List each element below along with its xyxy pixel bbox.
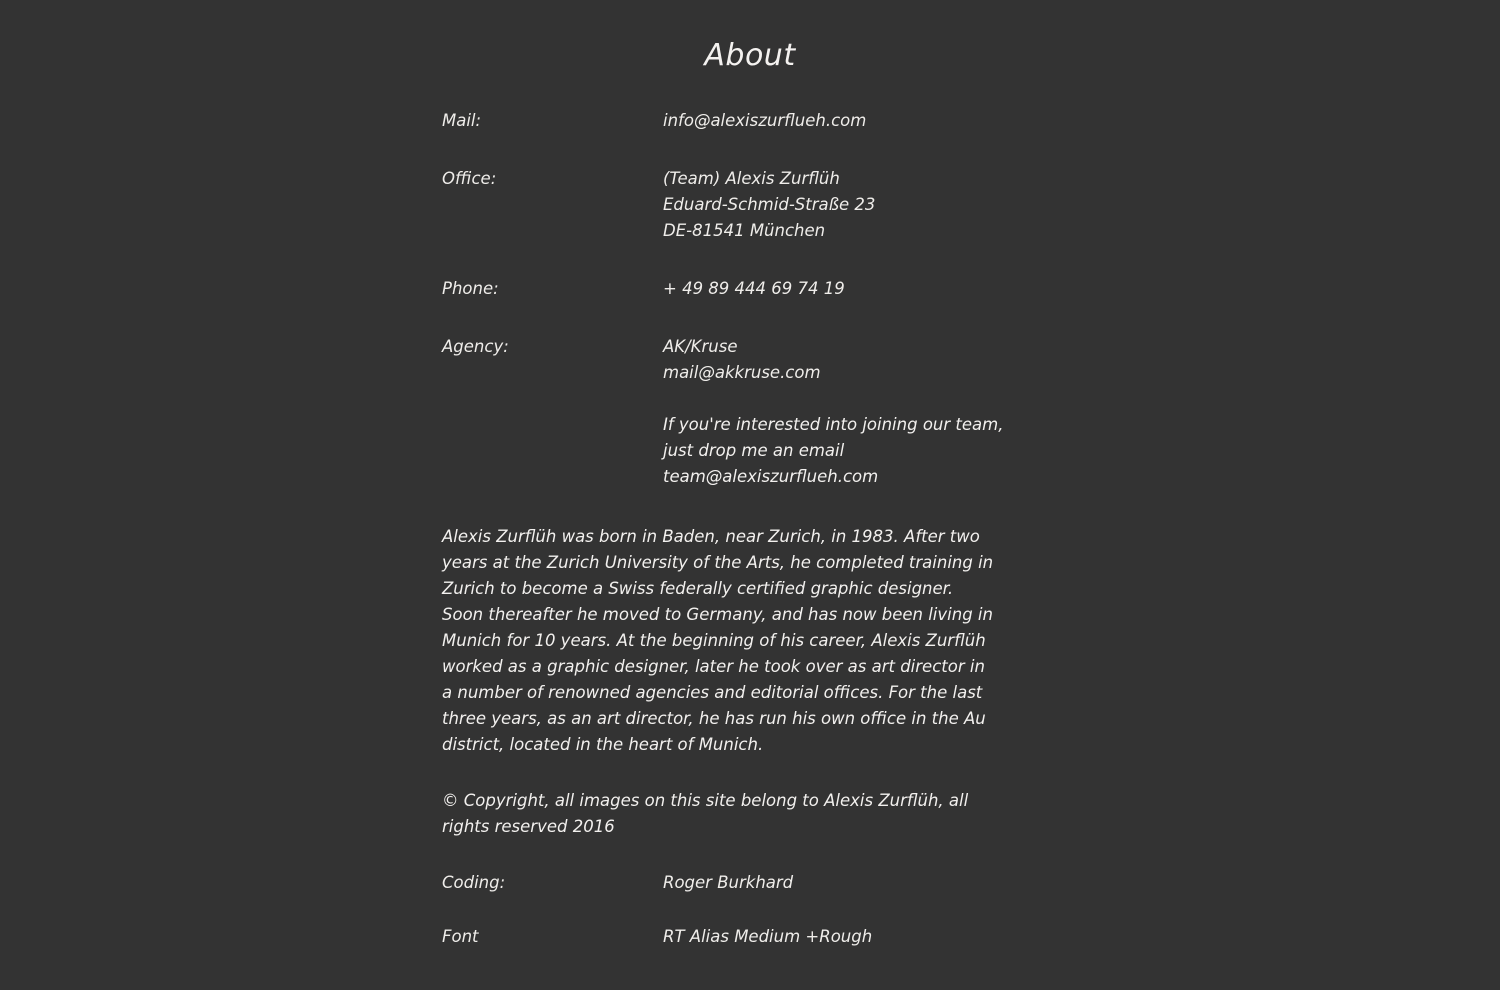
phone-label: Phone: (442, 279, 499, 298)
agency-name: AK/Kruse (663, 337, 738, 356)
bio-line-4: Soon thereafter he moved to Germany, and has now been living in (442, 605, 993, 624)
coding-value (663, 870, 1062, 896)
mail-label: Mail: (442, 111, 482, 130)
join-note-email[interactable]: team@alexiszurflueh.com (663, 467, 879, 486)
bio-line-3: Zurich to become a Swiss federally certified graphic designer. (442, 579, 954, 598)
bio-line-5: Munich for 10 years. At the beginning of his career, Alexis Zurflüh (442, 631, 986, 650)
office-line-2: Eduard-Schmid-Straße 23 (663, 195, 876, 214)
bio-line-2: years at the Zurich University of the Arts, he completed training in (442, 553, 994, 572)
copyright-line-2: rights reserved 2016 (442, 817, 615, 836)
credits-row-coding (442, 870, 1062, 896)
coding-label: Coding: (442, 873, 506, 892)
office-label: Office: (442, 169, 497, 188)
biography-text (442, 524, 1042, 758)
bio-line-8: three years, as an art director, he has run his own office in the Au (442, 709, 986, 728)
contact-row-office (442, 166, 1062, 244)
font-name: RT Alias Medium +Rough (663, 927, 873, 946)
coding-name[interactable]: Roger Burkhard (663, 873, 794, 892)
agency-value (663, 334, 1062, 386)
office-line-1: (Team) Alexis Zurflüh (663, 169, 840, 188)
office-value (663, 166, 1062, 244)
mail-value (663, 108, 1062, 134)
phone-value (663, 276, 1062, 302)
join-note-line-1: If you're interested into joining our team, (663, 415, 1004, 434)
copyright-text (442, 788, 1042, 840)
join-team-note (663, 412, 1062, 490)
contact-row-mail (442, 108, 1062, 134)
bio-line-7: a number of renowned agencies and editorial offices. For the last (442, 683, 983, 702)
copyright-line-1: © Copyright, all images on this site belong to Alexis Zurflüh, all (442, 791, 969, 810)
contact-row-phone (442, 276, 1062, 302)
join-note-line-2: just drop me an email (663, 441, 845, 460)
mail-address[interactable]: info@alexiszurflueh.com (663, 111, 867, 130)
agency-mail[interactable]: mail@akkruse.com (663, 363, 821, 382)
font-label: Font (442, 927, 479, 946)
bio-line-1: Alexis Zurflüh was born in Baden, near Zurich, in 1983. After two (442, 527, 980, 546)
font-value (663, 924, 1062, 950)
office-line-3: DE-81541 München (663, 221, 826, 240)
page-title: About (704, 38, 796, 73)
about-content (442, 108, 1062, 978)
agency-label: Agency: (442, 337, 509, 356)
contact-row-agency (442, 334, 1062, 386)
bio-line-9: district, located in the heart of Munich. (442, 735, 764, 754)
credits-section (442, 870, 1062, 950)
phone-number[interactable]: + 49 89 444 69 74 19 (663, 279, 845, 298)
credits-row-font (442, 924, 1062, 950)
bio-line-6: worked as a graphic designer, later he took over as art director in (442, 657, 985, 676)
